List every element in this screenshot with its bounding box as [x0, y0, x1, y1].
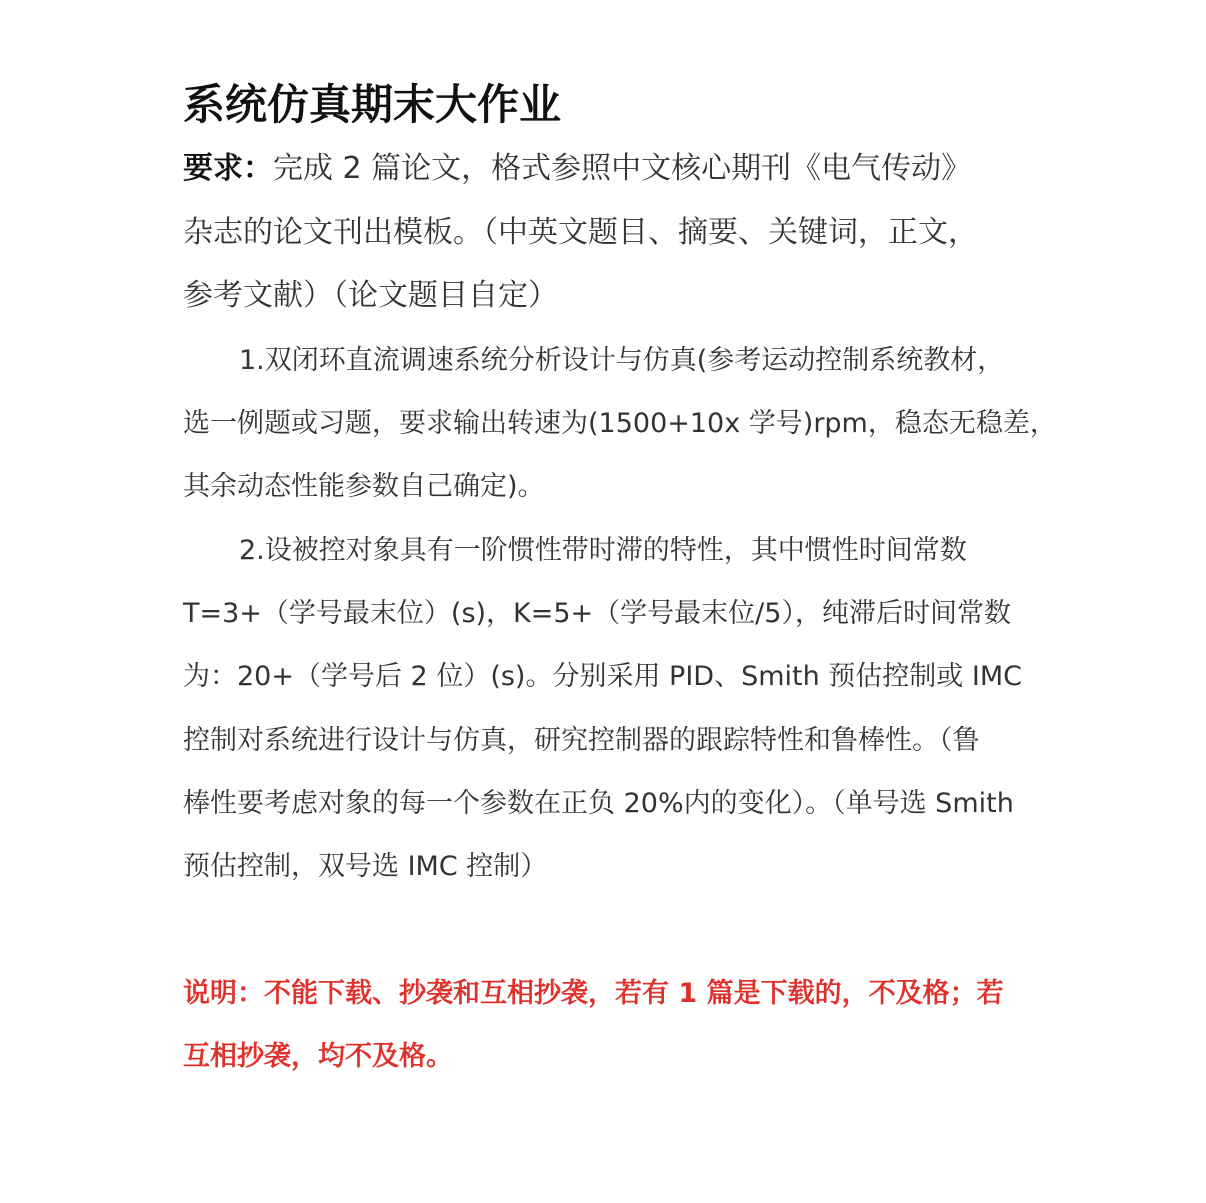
note-line-1: 说明：不能下载、抄袭和互相抄袭，若有 1 篇是下载的，不及格；若: [183, 978, 1004, 1009]
requirement-text-1: 完成 2 篇论文，格式参照中文核心期刊《电气传动》: [273, 151, 972, 186]
item2-line-2: T=3+（学号最末位）(s)，K=5+（学号最末位/5），纯滞后时间常数: [183, 598, 1011, 629]
item2-line-3: 为：20+（学号后 2 位）(s)。分别采用 PID、Smith 预估控制或 IMC: [183, 661, 1022, 692]
item2-line-6: 预估控制，双号选 IMC 控制）: [183, 851, 548, 882]
document-title: 系统仿真期末大作业: [183, 80, 562, 129]
item2-line-5: 棒性要考虑对象的每一个参数在正负 20%内的变化）。（单号选 Smith: [183, 788, 1014, 819]
note-line-2: 互相抄袭，均不及格。: [183, 1041, 453, 1072]
requirement-line-3: 参考文献）（论文题目自定）: [183, 278, 558, 313]
item2-line-1: 2.设被控对象具有一阶惯性带时滞的特性，其中惯性时间常数: [239, 535, 967, 566]
item1-line-3: 其余动态性能参数自己确定)。: [183, 471, 545, 502]
requirement-line-2: 杂志的论文刊出模板。（中英文题目、摘要、关键词，正文，: [183, 215, 978, 250]
requirement-label: 要求：: [183, 151, 273, 186]
item1-line-2: 选一例题或习题，要求输出转速为(1500+10x 学号)rpm，稳态无稳差，: [183, 408, 1057, 439]
requirement-line-1: [183, 151, 972, 186]
item1-line-1: 1.双闭环直流调速系统分析设计与仿真(参考运动控制系统教材，: [239, 345, 1005, 376]
item2-line-4: 控制对系统进行设计与仿真，研究控制器的跟踪特性和鲁棒性。（鲁: [183, 725, 980, 756]
